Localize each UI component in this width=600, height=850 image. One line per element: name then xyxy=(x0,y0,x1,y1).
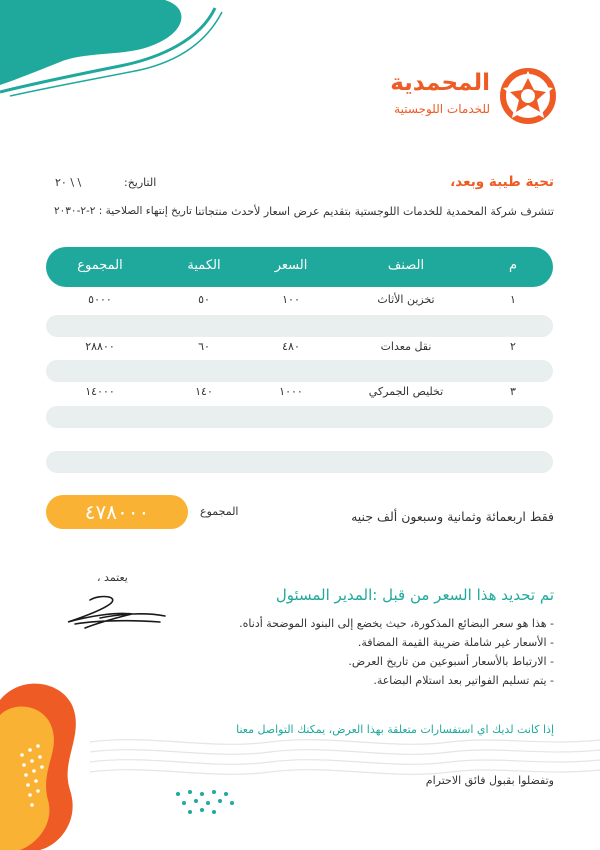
bottom-wavy-lines xyxy=(90,740,600,775)
cell-no: ٢ xyxy=(510,340,516,353)
table-row xyxy=(46,336,553,358)
intro-text: تتشرف شركة المحمدية للخدمات اللوجستية بتقديم عرض اسعار لأحدث منتجاتنا xyxy=(194,205,554,218)
cell-item: نقل معدات xyxy=(380,340,432,353)
closing-line: وتفضلوا بقبول فائق الاحترام xyxy=(425,774,554,787)
list-item: - يتم تسليم الفواتير بعد استلام البضاعة. xyxy=(373,674,554,687)
bottom-dots-teal xyxy=(176,790,234,814)
validity-date: تاريخ إنتهاء الصلاحية : ٢-٢-٢٠٣٠ xyxy=(54,205,192,217)
terms-list xyxy=(154,614,554,690)
column-header-total: المجموع xyxy=(77,258,123,273)
table-row xyxy=(46,315,553,337)
table-header xyxy=(46,247,553,287)
table-row xyxy=(46,451,553,473)
cell-qty: ٥٠ xyxy=(198,293,210,306)
date-value: ٢٠ \ \ xyxy=(55,176,82,189)
column-header-qty: الكمية xyxy=(187,258,221,273)
cell-total: ٥٠٠٠ xyxy=(88,293,112,306)
cell-price: ٤٨٠ xyxy=(282,340,300,353)
cell-price: ١٠٠ xyxy=(282,293,300,306)
company-logo xyxy=(346,68,556,124)
cell-no: ٣ xyxy=(510,385,516,398)
column-header-no: م xyxy=(508,258,518,273)
logo-emblem-icon xyxy=(500,68,556,124)
list-item: - هذا هو سعر البضائع المذكورة، حيث يخضع إلى البنود الموضحة أدناه. xyxy=(239,617,554,630)
cell-qty: ٦٠ xyxy=(198,340,210,353)
cell-item: تخزين الأثاث xyxy=(377,293,435,306)
table-row xyxy=(46,289,553,311)
date-label: التاريخ: xyxy=(124,176,157,189)
table-row xyxy=(46,406,553,428)
total-value-badge: ٤٧٨٠٠٠ xyxy=(46,495,188,529)
table-row xyxy=(46,360,553,382)
total-in-words: فقط اربعمائة وثمانية وسبعون ألف جنيه xyxy=(351,509,554,524)
list-item: - الأسعار غير شاملة ضريبة القيمة المضافة. xyxy=(357,636,554,649)
column-header-price: السعر xyxy=(274,258,308,273)
cell-no: ١ xyxy=(510,293,516,306)
contact-note: إذا كانت لديك اي استفسارات متعلقة بهذا العرض، يمكنك التواصل معنا xyxy=(236,723,554,736)
table-row xyxy=(46,381,553,403)
cell-qty: ١٤٠ xyxy=(195,385,213,398)
cell-total: ٢٨٨٠٠ xyxy=(85,340,115,353)
cell-price: ١٠٠٠ xyxy=(279,385,303,398)
column-header-item: الصنف xyxy=(387,258,425,273)
pricing-authority-title: تم تحديد هذا السعر من قبل :المدير المسئول xyxy=(275,586,554,604)
cell-total: ١٤٠٠٠ xyxy=(85,385,115,398)
company-name: المحمدية xyxy=(390,70,490,96)
greeting: تحية طيبة وبعد، xyxy=(450,174,554,190)
company-tagline: للخدمات اللوجستية xyxy=(394,102,490,116)
list-item: - الارتباط بالأسعار أسبوعين من تاريخ العرض. xyxy=(348,655,554,668)
total-label: المجموع xyxy=(200,505,239,518)
approval-label: يعتمد ، xyxy=(97,571,128,584)
cell-item: تخليص الجمركي xyxy=(368,385,444,398)
